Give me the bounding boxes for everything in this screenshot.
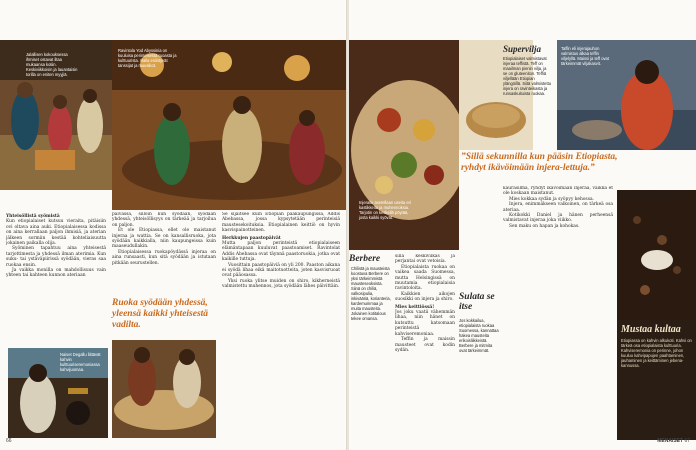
section-subheading: Herkkujen paastopäivät — [222, 235, 281, 241]
coffee-beans-photo — [617, 190, 696, 320]
coffee-caption: Naiset Degallu liittävät kahvin kulttuuriseremoniassa kahvijuomaa. — [60, 352, 101, 372]
dining-photo — [112, 340, 216, 438]
section-subheading: Mies keittiössä! — [395, 304, 435, 310]
paragraph: Yksi ruoka ylitse muiden on shiro, kikherneistä valmistettu muhennos, jota syödään lähes päivittäin. — [222, 278, 340, 290]
paragraph: Sen maku on hapan ja kohokas. — [509, 223, 580, 229]
page-number-left: 66 — [6, 438, 12, 444]
pull-quote: Ruoka syödään yhdessä, yleensä kaikki yhteisestä vadilta. — [112, 298, 209, 330]
left-column-2 — [112, 212, 216, 294]
paragraph: Syöminen tapahtuu aina yhteisestä tarjottimesta ja yhdessä ilman aterimia. Kun suku- tai ystäväpiirissä syödään, vieras saa ruokaa ensin. — [6, 246, 106, 268]
restaurant-caption: Ravintola Yod Abyssinia on kuuluisa perinteisestä ruoasta ja kulttuurista. Illalla esiintyvät tanssijat ja muusikot. — [118, 48, 177, 68]
woman-caption: Taffin eli injerajauhon valmistus alkaa teffin viljelyllä. Maissi ja teff ovat tärkeimmät viljakasvit. — [561, 46, 609, 66]
berbere-text: Chilistä ja mausteista koostuva Berbere on yksi tärkeimmistä mausteseoksista. Siinä on chiliä, valkosipulia, inkivääriä, korianteria, kardemummaa ja muita mausteita. Jokainen kotitalous tekee omansa. — [351, 266, 391, 321]
paragraph: päivässä, silloin kun syödään, syödään yhdessä, yhteisöllisyys on tärkeää ja tarjoilua on paljon. — [112, 212, 216, 228]
mustaa-kultaa-box — [617, 320, 696, 440]
paragraph: Se sijaitsee kuin Etiopian pääkaupungissa, Addis Abebassa, jossa kypsytetään perinteisiä maustesekoituksia. Etiopialainen keittiö on hyvin kasvispainotteinen. — [222, 212, 340, 234]
sulata-title: Sulata se itse — [459, 292, 495, 312]
paragraph: Injera, enimmäkseen valkoinen, on tärkeä osa ateriaa. — [503, 202, 613, 213]
paragraph: Kaikkien aikojen suosikki on injera ja shiro. — [395, 291, 455, 303]
right-page — [349, 0, 696, 450]
left-page — [0, 0, 347, 450]
mustaa-kultaa-text: Etiopiassa on kahvin alkukoti. Kahvi on tärkeä osa etiopialaista kulttuuria. Kahviseremonia on perinne, johon kuuluu kahvipapujen paahtaminen, jauhaminen ja keittäminen jebena-kannussa. — [621, 338, 692, 368]
paragraph: Teffin ja maissin mausteet ovat kodin sydän. — [395, 337, 455, 353]
right-column-2 — [503, 186, 613, 438]
sulata-text: Jos kokkailua, etiopialaista ruokaa Suomessa, kannattaa hakea mausteita erikoisliikkeistä. Berbere ja mitmita ovat tärkeimmät. — [459, 318, 499, 353]
page-number-right — [657, 438, 690, 444]
section-heading: Yhteisöllistä syömistä — [6, 214, 60, 219]
magazine-name: MENAISET — [657, 438, 684, 444]
paragraph: Kun etiopialaiset kutsuu vieraita, pitäisiin ovi oltava aina auki. Etiopialaisessa kodissa on aina kerrallaan paljon ihmisiä, ja aterian jälkeen sormiin kestää kohteliaisuutta jokainen paikalla olija. — [6, 219, 106, 247]
platter-caption: Injeralle asetellaan useita eri kastikkeita ja muhennoksia. Tarjotin on keskellä pöytää, josta kaikki syövät. — [359, 200, 411, 220]
paragraph: Ja vaikka monilla on mahdollisuus vain yhteen tai kahteen kunnon ateriaan — [6, 268, 106, 279]
market-caption: Jalallisen kokouksessa ihmiset ostavat iltaa mukaansa kotiin. Keskiviikkoisin ja lauantaisin torilla on eniten myyjiä. — [26, 52, 78, 77]
page-number: 67 — [684, 438, 690, 444]
mustaa-kultaa-title: Mustaa kultaa — [621, 324, 681, 335]
supervilja-text: Etiopialaiset valmistavat injeraa teffistä. Teff on maailman pienin vilja, ja se on gluteeniton. Teffiä viljellään Etiopian ylängöillä. Siitä valmistettu injera on ravinteikasta ja runsaskuituista ruokaa. — [503, 56, 551, 96]
paragraph: Kotikokki Daniel ja hänen perheensä valmistavat injeraa joka viikko. — [503, 213, 613, 224]
paragraph: sillä keskivilkas ja perjantai ovat vetoisia. — [395, 254, 455, 265]
supervilja-title: Supervilja — [503, 44, 542, 54]
paragraph: Mies kokkaa sydän ja syöpyy kehossa. — [509, 196, 594, 202]
right-column-main — [395, 254, 455, 444]
paragraph: Et ole Etiopiassa, ellet ole maistanut injeraa ja wattia. Se on kansallisruoka, jota syödään kaikkialla, niin kaupungeissa kuin maaseudullakin. — [112, 228, 216, 250]
left-column-3 — [222, 212, 340, 438]
paragraph: Vuosittain paastopäiviä on yli 200. Paaston aikana ei syödä lihaa eikä maitotuotteita, joten kasvisruoat ovat pääosassa. — [222, 262, 340, 279]
right-pull-quote: ”Sillä sekunnilla kun pääsin Etiopiasta, ryhdyt ikävöimään injera-lettuja.” — [461, 152, 618, 173]
paragraph: Jos joku vaatii vähemmän lihaa, niin hänet on kutsuttu katsomaan perinteistä kahviseremoniaa. — [395, 310, 455, 337]
coffee-beans-caption: Gennet Awalomin kahviseremoniassa kahvi paahdetaan aina tuoreena. — [619, 190, 688, 200]
berbere-title: Berbere — [349, 254, 381, 264]
paragraph: Etiopialaisessa ruokapöydässä injeraa on aina runsaasti, kun sitä syödään ja istutaan pitkään seurustellen. — [112, 249, 216, 266]
paragraph: kaurasilmä, ryhdyt ikävöimään injeraa, vaikka et ole koskaan maistanut. — [503, 186, 613, 197]
paragraph: Mutta paljon perinteistä etiopialaiseen elämäntapaan kuuluvat paastoamiset. Ravintolat Addis Abebassa ovat täynnä paastoruokia, jotka ovat kaikille tuttuja. — [222, 241, 340, 263]
paragraph: Etiopialaista ruokaa on vaikea saada Suomessa, mutta Helsingissä on muutamia etiopialaisia ravintoloita. — [395, 264, 455, 292]
